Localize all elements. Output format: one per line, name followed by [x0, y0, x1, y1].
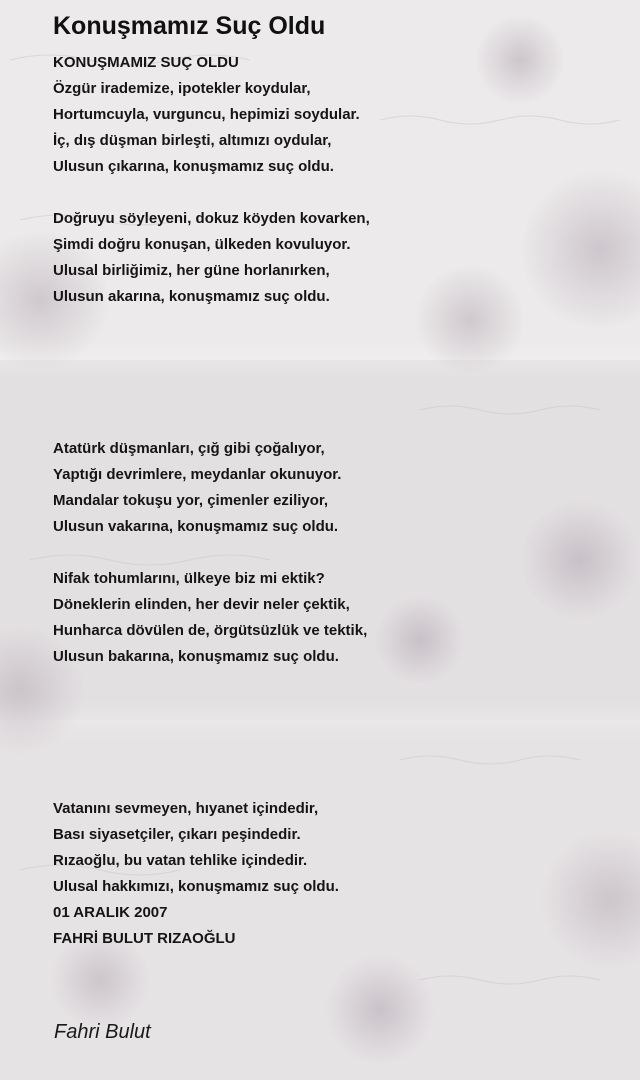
poem-line: Şimdi doğru konuşan, ülkeden kovuluyor.: [53, 236, 351, 253]
poem-line: Hunharca dövülen de, örgütsüzlük ve tektik,: [53, 622, 368, 639]
poem-line: İç, dış düşman birleşti, altımızı oydular,: [53, 132, 332, 149]
poem-date: 01 ARALIK 2007: [53, 904, 168, 921]
poem-line: KONUŞMAMIZ SUÇ OLDU: [53, 54, 239, 71]
poem-line: Mandalar tokuşu yor, çimenler eziliyor,: [53, 492, 329, 509]
poem-line: Nifak tohumlarını, ülkeye biz mi ektik?: [53, 570, 325, 587]
poem-line: Atatürk düşmanları, çığ gibi çoğalıyor,: [53, 440, 325, 457]
poem-line: Ulusal hakkımızı, konuşmamız suç oldu.: [53, 878, 339, 895]
poem-line: Döneklerin elinden, her devir neler çektik,: [53, 596, 350, 613]
poem-line: Bası siyasetçiler, çıkarı peşindedir.: [53, 826, 301, 843]
poem-line: Yaptığı devrimlere, meydanlar okunuyor.: [53, 466, 342, 483]
poem-line: Ulusal birliğimiz, her güne horlanırken,: [53, 262, 330, 279]
poem-title: Konuşmamız Suç Oldu: [53, 12, 326, 40]
poem-signature: FAHRİ BULUT RIZAOĞLU: [53, 930, 236, 947]
poem-line: Rızaoğlu, bu vatan tehlike içindedir.: [53, 852, 308, 869]
poem-line: Ulusun vakarına, konuşmamız suç oldu.: [53, 518, 339, 535]
poem-line: Ulusun akarına, konuşmamız suç oldu.: [53, 288, 330, 305]
poem-line: Ulusun çıkarına, konuşmamız suç oldu.: [53, 158, 334, 175]
poem-line: Doğruyu söyleyeni, dokuz köyden kovarken,: [53, 210, 370, 227]
poem-line: Hortumcuyla, vurguncu, hepimizi soydular.: [53, 106, 360, 123]
poem-line: Özgür irademize, ipotekler koydular,: [53, 80, 311, 97]
author-name: Fahri Bulut: [54, 1021, 151, 1043]
poem-line: Ulusun bakarına, konuşmamız suç oldu.: [53, 648, 339, 665]
poem-line: Vatanını sevmeyen, hıyanet içindedir,: [53, 800, 319, 817]
